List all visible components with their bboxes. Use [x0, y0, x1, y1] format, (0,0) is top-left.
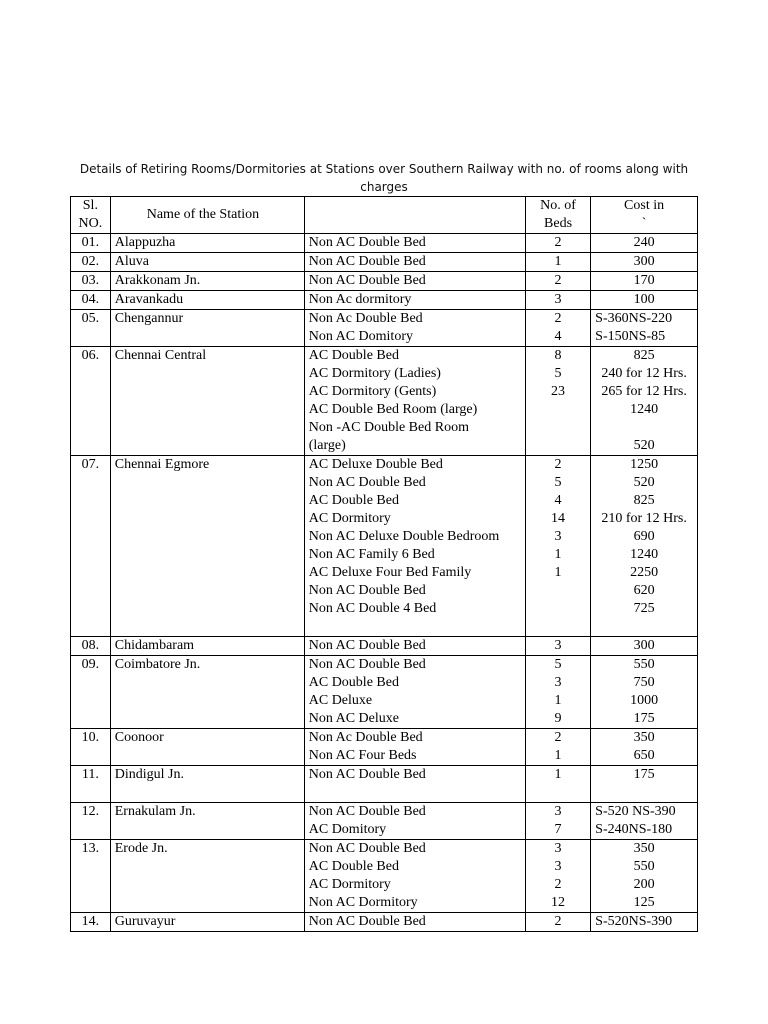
table-row [71, 347, 698, 456]
room-type-line: Non AC Family 6 Bed [308, 547, 435, 562]
cost-line: 175 [633, 711, 655, 726]
beds-count-line: 5 [554, 657, 562, 672]
table-row [71, 310, 698, 347]
room-type-line: (large) [308, 438, 346, 453]
cost-line: S-520 NS-390 [595, 804, 676, 819]
cost-line: 210 for 12 Hrs. [601, 511, 687, 526]
room-type-line: Non AC Double Bed [308, 235, 426, 250]
cost-line: 125 [633, 895, 655, 910]
room-type-line [309, 618, 521, 636]
cost-line: S-520NS-390 [595, 914, 673, 929]
room-type-line: Non AC Dormitory [308, 895, 418, 910]
cost-line: 750 [633, 675, 655, 690]
cost-line: 620 [633, 583, 655, 598]
cost-cell [591, 310, 698, 347]
station-name-cell: Erode Jn. [110, 840, 304, 913]
beds-count-line: 5 [554, 366, 562, 381]
cost-line: 2250 [630, 565, 659, 580]
document-title: Details of Retiring Rooms/Dormitories at Stations over Southern Railway with no. of rooms along with charges [79, 162, 689, 194]
cost-line: 100 [633, 292, 655, 307]
beds-count-line: 2 [554, 273, 562, 288]
beds-count-line [530, 582, 586, 600]
beds-count-cell [525, 803, 590, 840]
room-type-cell [304, 234, 525, 253]
beds-count-line: 8 [554, 348, 562, 363]
cost-cell [591, 913, 698, 932]
beds-count-cell [525, 637, 590, 656]
cost-line: 550 [633, 859, 655, 874]
room-type-cell [304, 347, 525, 456]
cost-line: 240 [633, 235, 655, 250]
beds-count-line: 1 [554, 254, 562, 269]
cost-cell [591, 253, 698, 272]
cost-line: 520 [633, 438, 655, 453]
cost-line: 170 [633, 273, 655, 288]
serial-number-cell: 08. [71, 637, 111, 656]
table-row [71, 766, 698, 803]
station-name-cell: Dindigul Jn. [110, 766, 304, 803]
cost-line: 1240 [630, 402, 659, 417]
beds-count-line: 2 [554, 730, 562, 745]
room-type-line: Non AC Four Beds [308, 748, 417, 763]
room-type-line: AC Double Bed [308, 859, 399, 874]
room-type-cell [304, 272, 525, 291]
beds-count-line [530, 600, 586, 618]
room-type-line: Non Ac Double Bed [308, 311, 423, 326]
room-type-cell [304, 840, 525, 913]
room-type-line: Non Ac dormitory [308, 292, 412, 307]
cost-line: 265 for 12 Hrs. [601, 384, 687, 399]
cost-cell [591, 766, 698, 803]
room-type-line: Non AC Double Bed [308, 841, 426, 856]
room-type-cell [304, 456, 525, 637]
room-type-line: AC Dormitory [308, 511, 391, 526]
room-type-line: Non Ac Double Bed [308, 730, 423, 745]
room-type-cell [304, 656, 525, 729]
room-type-line: Non AC Double Bed [308, 475, 426, 490]
cost-line: 550 [633, 657, 655, 672]
table-row [71, 456, 698, 637]
cost-line: 1240 [630, 547, 659, 562]
room-type-line: Non AC Double Bed [308, 767, 426, 782]
beds-count-line: 2 [554, 914, 562, 929]
room-type-line: Non AC Deluxe [308, 711, 399, 726]
room-type-line [309, 784, 521, 802]
beds-count-line: 3 [554, 529, 562, 544]
beds-count-line: 2 [554, 877, 562, 892]
cost-cell [591, 729, 698, 766]
beds-count-cell [525, 913, 590, 932]
station-name-cell: Arakkonam Jn. [110, 272, 304, 291]
cost-line: 650 [633, 748, 655, 763]
beds-count-line: 3 [554, 675, 562, 690]
room-type-line: AC Dormitory (Gents) [308, 384, 437, 399]
serial-number-cell: 13. [71, 840, 111, 913]
cost-line: S-360NS-220 [595, 311, 673, 326]
room-type-line: Non AC Double Bed [308, 254, 426, 269]
room-type-cell [304, 729, 525, 766]
room-type-line: Non AC Domitory [308, 329, 413, 344]
beds-count-line: 7 [554, 822, 562, 837]
cost-cell [591, 656, 698, 729]
beds-count-line [530, 437, 586, 455]
header-station-name: Name of the Station [110, 197, 304, 234]
beds-count-cell [525, 253, 590, 272]
beds-count-cell [525, 347, 590, 456]
cost-line: 825 [633, 493, 655, 508]
beds-count-cell [525, 291, 590, 310]
cost-line [595, 784, 693, 802]
beds-count-line: 3 [554, 292, 562, 307]
beds-count-cell [525, 840, 590, 913]
header-serial-number [71, 197, 111, 234]
beds-count-line: 3 [554, 859, 562, 874]
cost-cell [591, 637, 698, 656]
station-name-cell: Coonoor [110, 729, 304, 766]
room-type-line: Non AC Double 4 Bed [308, 601, 437, 616]
room-type-cell [304, 253, 525, 272]
header-cost-line: Cost in [624, 198, 665, 213]
beds-count-line: 2 [554, 235, 562, 250]
room-type-cell [304, 637, 525, 656]
station-name-cell: Coimbatore Jn. [110, 656, 304, 729]
cost-line [595, 419, 693, 437]
cost-line: 300 [633, 254, 655, 269]
room-type-line: Non -AC Double Bed Room [308, 420, 469, 435]
header-serial-line: Sl. [82, 198, 98, 213]
table-row [71, 913, 698, 932]
cost-line: 200 [633, 877, 655, 892]
beds-count-line: 1 [554, 693, 562, 708]
table-row [71, 637, 698, 656]
room-type-line: AC Double Bed [308, 348, 399, 363]
cost-line: 350 [633, 841, 655, 856]
room-type-line: AC Double Bed [308, 493, 399, 508]
beds-count-line: 2 [554, 311, 562, 326]
beds-count-line: 1 [554, 547, 562, 562]
beds-count-line: 12 [551, 895, 566, 910]
serial-number-cell: 11. [71, 766, 111, 803]
station-name-cell: Chengannur [110, 310, 304, 347]
beds-count-line: 3 [554, 638, 562, 653]
beds-count-line: 23 [551, 384, 566, 399]
station-name-cell: Aravankadu [110, 291, 304, 310]
table-row [71, 729, 698, 766]
room-type-line: Non AC Double Bed [308, 583, 426, 598]
cost-line: 725 [633, 601, 655, 616]
cost-cell [591, 234, 698, 253]
cost-line: 825 [633, 348, 655, 363]
beds-count-cell [525, 766, 590, 803]
beds-count-line: 3 [554, 804, 562, 819]
serial-number-cell: 02. [71, 253, 111, 272]
serial-number-cell: 05. [71, 310, 111, 347]
table-row [71, 840, 698, 913]
beds-count-line [530, 419, 586, 437]
beds-count-line: 4 [554, 329, 562, 344]
serial-number-cell: 03. [71, 272, 111, 291]
room-type-cell [304, 913, 525, 932]
room-type-cell [304, 291, 525, 310]
beds-count-line: 14 [551, 511, 566, 526]
beds-count-line [530, 784, 586, 802]
room-type-line: Non AC Double Bed [308, 804, 426, 819]
beds-count-line: 4 [554, 493, 562, 508]
room-type-line: AC Dormitory (Ladies) [308, 366, 441, 381]
serial-number-cell: 12. [71, 803, 111, 840]
beds-count-line: 5 [554, 475, 562, 490]
beds-count-line: 1 [554, 767, 562, 782]
header-cost-line: ` [641, 216, 647, 231]
header-serial-line: NO. [78, 216, 103, 231]
table-row [71, 234, 698, 253]
serial-number-cell: 10. [71, 729, 111, 766]
cost-cell [591, 803, 698, 840]
header-room-type [304, 197, 525, 234]
cost-line: 1000 [630, 693, 659, 708]
retiring-rooms-table [70, 196, 698, 932]
room-type-line: AC Double Bed Room (large) [308, 402, 478, 417]
cost-line: 240 for 12 Hrs. [601, 366, 687, 381]
station-name-cell: Alappuzha [110, 234, 304, 253]
beds-count-cell [525, 456, 590, 637]
room-type-line: AC Deluxe Double Bed [308, 457, 443, 472]
beds-count-line [530, 401, 586, 419]
cost-line: 350 [633, 730, 655, 745]
cost-line [595, 618, 693, 636]
beds-count-cell [525, 656, 590, 729]
cost-line: S-240NS-180 [595, 822, 673, 837]
room-type-line: AC Dormitory [308, 877, 391, 892]
beds-count-line: 9 [554, 711, 562, 726]
cost-line: S-150NS-85 [595, 329, 666, 344]
room-type-cell [304, 766, 525, 803]
station-name-cell: Chennai Egmore [110, 456, 304, 637]
cost-line: 300 [633, 638, 655, 653]
room-type-line: AC Domitory [308, 822, 387, 837]
header-beds-line: Beds [544, 216, 573, 231]
cost-cell [591, 291, 698, 310]
serial-number-cell: 04. [71, 291, 111, 310]
header-beds-line: No. of [540, 198, 576, 213]
cost-line: 175 [633, 767, 655, 782]
table-row [71, 803, 698, 840]
cost-line: 1250 [630, 457, 659, 472]
table-row [71, 272, 698, 291]
cost-cell [591, 456, 698, 637]
serial-number-cell: 07. [71, 456, 111, 637]
station-name-cell: Ernakulam Jn. [110, 803, 304, 840]
room-type-line: AC Deluxe Four Bed Family [308, 565, 472, 580]
room-type-line: Non AC Double Bed [308, 914, 426, 929]
room-type-line: Non AC Double Bed [308, 638, 426, 653]
beds-count-cell [525, 272, 590, 291]
table-row [71, 253, 698, 272]
serial-number-cell: 14. [71, 913, 111, 932]
station-name-cell: Chidambaram [110, 637, 304, 656]
header-number-of-beds [525, 197, 590, 234]
cost-cell [591, 272, 698, 291]
beds-count-cell [525, 310, 590, 347]
cost-cell [591, 347, 698, 456]
room-type-line: AC Double Bed [308, 675, 399, 690]
room-type-cell [304, 310, 525, 347]
header-cost [591, 197, 698, 234]
table-header-row [71, 197, 698, 234]
station-name-cell: Aluva [110, 253, 304, 272]
cost-line: 520 [633, 475, 655, 490]
beds-count-cell [525, 729, 590, 766]
room-type-line: Non AC Deluxe Double Bedroom [308, 529, 500, 544]
serial-number-cell: 01. [71, 234, 111, 253]
beds-count-cell [525, 234, 590, 253]
serial-number-cell: 09. [71, 656, 111, 729]
beds-count-line: 1 [554, 748, 562, 763]
room-type-line: Non AC Double Bed [308, 657, 426, 672]
station-name-cell: Guruvayur [110, 913, 304, 932]
table-row [71, 291, 698, 310]
beds-count-line: 1 [554, 565, 562, 580]
table-row [71, 656, 698, 729]
room-type-cell [304, 803, 525, 840]
beds-count-line: 3 [554, 841, 562, 856]
table-body [71, 234, 698, 932]
cost-cell [591, 840, 698, 913]
room-type-line: Non AC Double Bed [308, 273, 426, 288]
serial-number-cell: 06. [71, 347, 111, 456]
cost-line: 690 [633, 529, 655, 544]
station-name-cell: Chennai Central [110, 347, 304, 456]
room-type-line: AC Deluxe [308, 693, 373, 708]
beds-count-line [530, 618, 586, 636]
beds-count-line: 2 [554, 457, 562, 472]
